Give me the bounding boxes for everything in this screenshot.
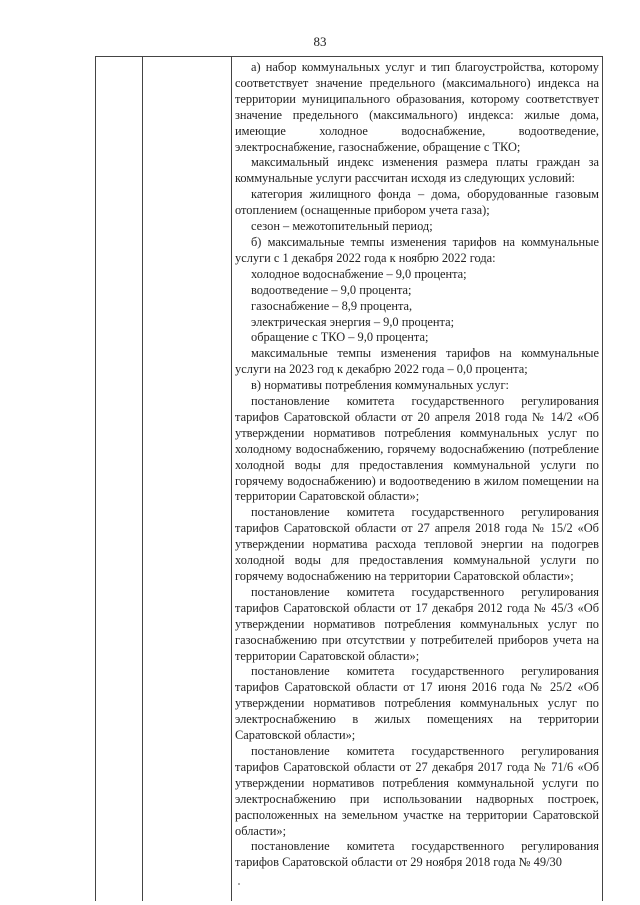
paragraph: в) нормативы потребления коммунальных услуг: (251, 378, 509, 393)
table-column-divider-1 (142, 56, 143, 901)
paragraph: постановление комитета государственного регулирования тарифов Саратовской области от 27 апреля 2018 года № 15/2 «Об утверждении норматива расхода тепловой энергии на подогрев холодной воды для предоставления коммунальной услуги по горячему водоснабжению на территории Саратовской области»; (235, 505, 599, 583)
table-frame (95, 56, 603, 901)
paragraph: постановление комитета государственного регулирования тарифов Саратовской области от 17 декабря 2012 года № 45/3 «Об утверждении нормативов потребления коммунальных услуг по газоснабжению при отсутствии у потребителей приборов учета на территории Саратовской области»; (235, 584, 599, 663)
paragraph: постановление комитета государственного регулирования тарифов Саратовской области от 17 июня 2016 года № 25/2 «Об утверждении нормативов потребления коммунальных услуг по электроснабжению в жилых помещениях на территории Саратовской области»; (235, 664, 599, 743)
scan-speck (238, 883, 240, 885)
paragraph: обращение с ТКО – 9,0 процента; (251, 330, 429, 345)
paragraph: категория жилищного фонда – дома, оборудованные газовым отоплением (оснащенные прибором учета газа); (235, 187, 599, 218)
paragraph: водоотведение – 9,0 процента; (251, 282, 412, 297)
paragraph: газоснабжение – 8,9 процента, (251, 298, 413, 313)
table-column-divider-2 (231, 56, 232, 901)
page-number: 83 (313, 34, 327, 49)
paragraph: сезон – межотопительный период; (251, 219, 433, 234)
paragraph: а) набор коммунальных услуг и тип благоустройства, которому соответствует значение предельного (максимального) индекса на территории муниципального образования, которому соответствует значение предельного (максимального) индекса: жилые дома, имеющие холодное водоснабжение, водоотведение, электроснабжение, газоснабжение, обращение с ТКО; (235, 60, 599, 154)
table-border-left (95, 56, 96, 901)
paragraph: максимальный индекс изменения размера платы граждан за коммунальные услуги рассчитан исходя из следующих условий: (235, 155, 599, 186)
paragraph: б) максимальные темпы изменения тарифов на коммунальные услуги с 1 декабря 2022 года к ноябрю 2022 года: (235, 234, 599, 265)
table-border-right (602, 56, 603, 901)
paragraph: постановление комитета государственного регулирования тарифов Саратовской области от 29 ноября 2018 года № 49/30 (235, 839, 599, 870)
paragraph: электрическая энергия – 9,0 процента; (251, 314, 455, 329)
table-border-top (95, 56, 603, 57)
paragraph: постановление комитета государственного регулирования тарифов Саратовской области от 20 апреля 2018 года № 14/2 «Об утверждении нормативов потребления коммунальных услуг по холодному водоснабжению, горячему водоснабжению (потребление холодной воды для предоставления коммунальной услуги по горячему водоснабжению) и водоотведению в жилом помещении на территории Саратовской области»; (235, 394, 599, 504)
table-cell-text (235, 60, 599, 871)
paragraph: постановление комитета государственного регулирования тарифов Саратовской области от 27 декабря 2017 года № 71/6 «Об утверждении нормативов потребления коммунальной услуги по электроснабжению при использовании надворных построек, расположенных на земельном участке на территории Саратовской области»; (235, 743, 599, 838)
paragraph: максимальные темпы изменения тарифов на коммунальные услуги на 2023 год к декабрю 2022 года – 0,0 процента; (235, 346, 599, 377)
paragraph: холодное водоснабжение – 9,0 процента; (251, 266, 467, 281)
